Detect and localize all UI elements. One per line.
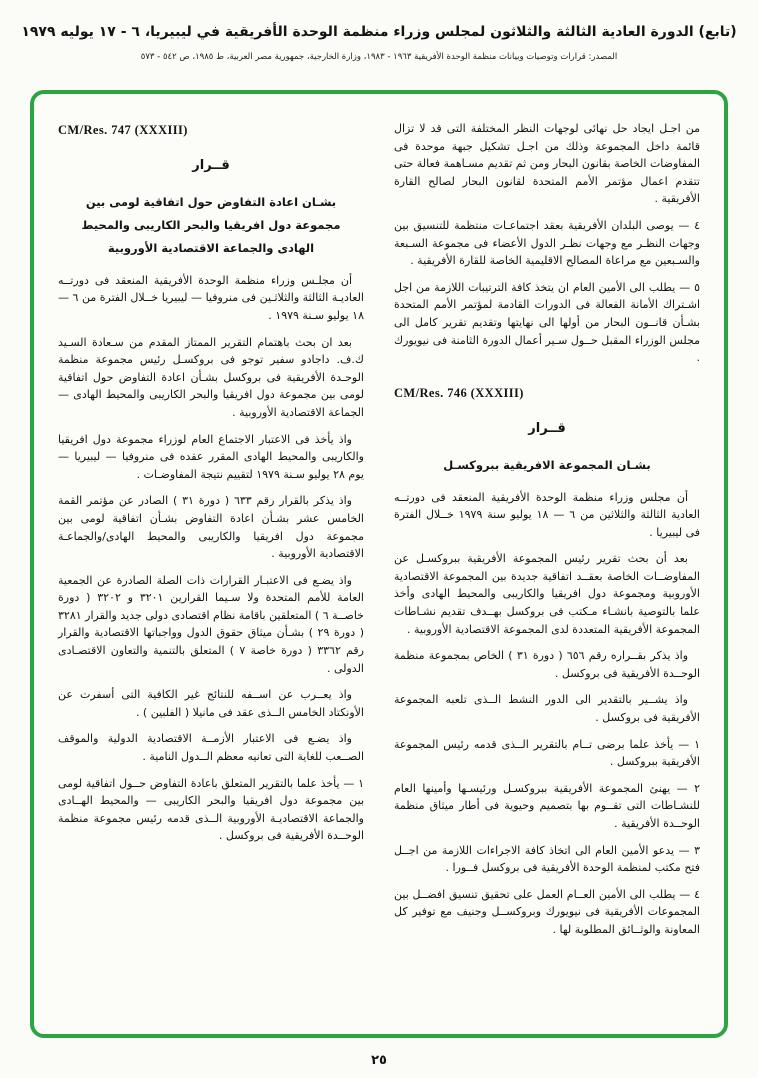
body-paragraph: ١ — يأخذ علما بالتقرير المتعلق باعادة التفاوض حــول اتفاقية لومى بين مجموعة دول افريقيا والبحر الكاريبى — والمحيط الهــادى والجماعة الاقتصاديـة الأوروبية الــذى قدمه رئيس مجموعة منظمة الوحــدة الأفريقية فى بروكسل . xyxy=(58,776,364,843)
right-column xyxy=(394,120,700,1016)
body-paragraph: أن مجلس وزراء منظمة الوحدة الأفريقية المنعقد فى دورتــه العادية الثالثة والثلاثين من ٦ — ١٨ يوليو سنة ١٩٧٩ خــلال الفترة فى ليبيريا . xyxy=(394,490,700,539)
two-column-layout xyxy=(58,120,700,1016)
body-paragraph: واذ يذكر بالقرار رقم ٦٣٣ ( دورة ٣١ ) الصادر عن مؤتمر القمة الخامس عشر بشـأن اعادة التفاوض بشـأن اتفاقية لومى بين مجموعة دول افريقيا والكاريبى والمحيط الهادى/والجماعـة الاقتصادية الأوروبية . xyxy=(58,494,364,561)
body-paragraph: من اجـل ايجاد حل نهائى لوجهات النظر المختلفة التى قد لا تزال قائمة داخل المجموعة وذلك من اجـل تشكيل جبهة موحدة فى المفاوضات الخاصة بقانون البحار ومن ثم تقديم مسـاهمة فعالة حتى تتقدم اعمال مؤتمر الأمم المتحدة لقانون البحار لصالح القارة الأفريقية . xyxy=(394,122,700,206)
body-paragraph: بعد أن بحث تقرير رئيس المجموعة الأفريقية ببروكسـل عن المفاوضــات الخاصة بعقــد اتفاقية جديدة بين المجموعة الاقتصادية الأوروبية ومجموعة دول افريقيا والكاريبى والمحيط الهادى وأخذ علما بالتوصية بانشـاء مـكتب فى بروكسل بهــدف تقديم نشـاطات المجموعة الأفريقية المتعددة لدى المجموعة الاقتصادية الأوروبية . xyxy=(394,552,700,636)
body-paragraph: ٥ — يطلب الى الأمين العام ان يتخذ كافة الترتيبات اللازمة من اجل اشـتراك الأمانة الفعالة فى الدورات القادمة لمؤتمر الأمم المتحدة بشـأن قانــون البحار من أولها الى نهايتها وتقديم تقرير كامل الى مجلس الوزراء المقبل حــول سـير أعمال الدورة الثامنة فى نيويورك . xyxy=(394,280,700,365)
body-paragraph: واذ يشــير بالتقدير الى الدور النشط الــذى تلعبه المجموعة الأفريقية فى بروكسل . xyxy=(394,693,700,725)
document-header-title: (تابع) الدورة العادية الثالثة والثلاثون لمجلس وزراء منظمة الوحدة الأفريقية في ليبيريا، ٦ - ١٧ يوليه ١٩٧٩ xyxy=(21,24,737,40)
body-paragraph: بعد ان بحث باهتمام التقرير الممتاز المقدم من سـعادة السـيد ك.ف. داجادو سفير توجو فى بروكسـل رئيس مجموعة منظمة الوحـدة الأفريقية فى بروكسل بشـأن اعادة التفاوض حول اتفاقية لومى بين مجموعة دول افريقيا والبحر الكاريبى والمحيط الهادى — الجماعة الاقتصادية الأوروبية . xyxy=(58,335,364,419)
content-border-frame xyxy=(30,90,728,1038)
page-number: ٢٥ xyxy=(371,1053,387,1068)
resolution-title: بشـان المجموعة الافريقية ببروكسـل xyxy=(443,457,651,472)
decision-heading: قــرار xyxy=(528,420,566,436)
resolution-id: CM/Res. 747 (XXXIII) xyxy=(58,123,188,137)
body-paragraph: واذ يذكر بقــراره رقم ٦٥٦ ( دورة ٣١ ) الخاص بمجموعة منظمة الوحــدة الأفريقية فى بروكسل . xyxy=(394,649,700,680)
resolution-title: بشـان اعادة التفاوض حول اتفاقية لومى بين مجموعة دول افريقيا والبحر الكاريبى والمحيط الهادى والجماعة الاقتصادية الأوروبية xyxy=(81,194,341,255)
left-column xyxy=(58,120,364,1016)
body-paragraph: ١ — يأخذ علما برضى تــام بالتقرير الــذى قدمه رئيس المجموعة الأفريقية ببروكسل . xyxy=(394,737,700,769)
document-header-source: المصدر: قرارات وتوصيات وبيانات منظمة الوحدة الأفريقية ١٩٦٣ - ١٩٨٣، وزارة الخارجية، جمهورية مصر العربية، ط ١٩٨٥، ص ٥٤٢ - ٥٧٣ xyxy=(140,52,618,62)
body-paragraph: واذ يضـع فى الاعتبـار القرارات ذات الصلة الصادرة عن الجمعية العامة للأمم المتحدة ولا سـيما القرارين ٣٢٠١ و ٣٢٠٢ ( دورة خاصــة ٦ ) المتعلقين باقامة نظام اقتصادى دولى جديد والقرار ٣٢٨١ ( دورة ٢٩ ) بشـأن ميثاق حقوق الدول وواجباتها الاقتصادية والقرار رقم ٣٣٦٢ ( دورة خاصة ٧ ) المتعلق بالتنمية والتعاون الاقتصـادى الدولى . xyxy=(58,573,364,675)
body-paragraph: ٤ — يطلب الى الأمين العــام العمل على تحقيق تنسيق افضــل بين المجموعات الأفريقية فى نيويورك وبروكســل وجنيف مع توفير كل المعاونة والوثــائق المطلوبة لها . xyxy=(394,887,700,936)
body-paragraph: أن مجلـس وزراء منظمة الوحدة الأفريقية المنعقد فى دورتــه العاديـة الثالثة والثلاثـين فى منروفيا — ليبيريا خــلال الفترة من ٦ — ١٨ يوليو سـنة ١٩٧٩ . xyxy=(58,273,364,322)
body-paragraph: ٢ — يهنئ المجموعة الأفريقية ببروكسـل ورئيسـها وأمينها العام للنشـاطات التى تقــوم بها بتصميم وحيوية فى أطار ميثاق منظمة الوحــدة الأفريقية . xyxy=(394,781,700,831)
body-paragraph: ٤ — يوصى البلدان الأفريقية بعقد اجتماعـات منتظمة للتنسيق بين وجهات النظـر مع وجهات نظـر الدول الأعضاء فى مجموعة السـبعة والسـبعين مع مراعاة المصالح الاقليمية الخاصة للقارة الأفريقية . xyxy=(394,218,700,268)
resolution-id: CM/Res. 746 (XXXIII) xyxy=(394,385,524,400)
body-paragraph: واذ يعــرب عن اســفه للنتائج غير الكافية التى أسفرت عن الأونكتاد الخامس الــذى عقد فى مانيلا ( الفلبين ) . xyxy=(58,688,364,719)
body-paragraph: ٣ — يدعو الأمين العام الى اتخاذ كافة الاجراءات اللازمة من اجــل فتح مكتب لمنظمة الوحدة الأفريقية فى بروكسل فــورا . xyxy=(394,843,700,875)
body-paragraph: واذ يأخذ فى الاعتبار الاجتماع العام لوزراء مجموعة دول افريقيا والكاريبى والمحيط الهادى المقرر عقده فى منروفيا — ليبيريا — يوم ٢٨ يوليو سـنة ١٩٧٩ لتقييم نتيجة المفاوضـات . xyxy=(58,432,364,481)
body-paragraph: واذ يضـع فى الاعتبار الأزمــة الاقتصادية الدولية والموقف الصــعب للغاية التى تعانيه معظم الــدول النامية . xyxy=(58,732,364,764)
decision-heading: قــرار xyxy=(192,158,230,173)
document-header xyxy=(0,0,758,62)
